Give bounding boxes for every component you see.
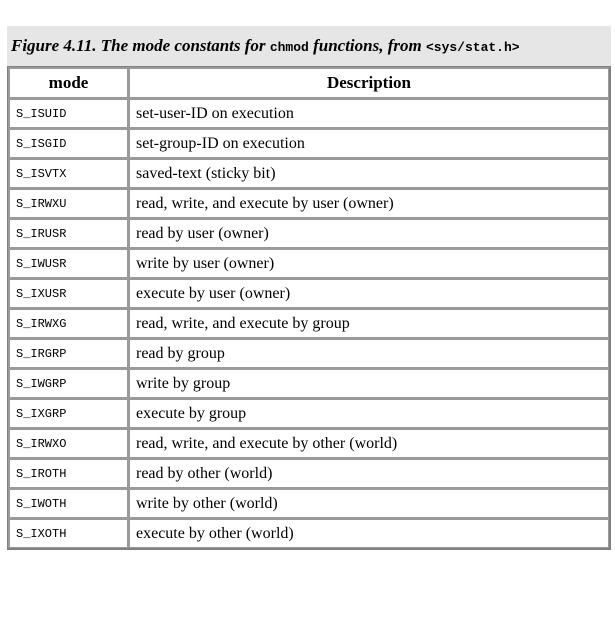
mode-cell: S_ISVTX (8, 158, 128, 188)
description-cell: saved-text (sticky bit) (128, 158, 609, 188)
description-cell: read by user (owner) (128, 218, 609, 248)
description-cell: read, write, and execute by group (128, 308, 609, 338)
table-row (8, 458, 609, 488)
mode-cell: S_IROTH (8, 458, 128, 488)
table-row (8, 488, 609, 518)
table-row (8, 248, 609, 278)
figure-caption (7, 26, 611, 66)
table-row (8, 308, 609, 338)
description-cell: write by user (owner) (128, 248, 609, 278)
description-cell: read by group (128, 338, 609, 368)
mode-cell: S_IRWXU (8, 188, 128, 218)
table-row (8, 188, 609, 218)
table-row (8, 158, 609, 188)
mode-cell: S_IRWXO (8, 428, 128, 458)
table-row (8, 278, 609, 308)
header-mode: mode (8, 67, 128, 98)
table-row (8, 518, 609, 548)
mode-cell: S_IWOTH (8, 488, 128, 518)
description-cell: read by other (world) (128, 458, 609, 488)
table-row (8, 398, 609, 428)
figure (7, 26, 611, 550)
table-row (8, 218, 609, 248)
description-cell: write by group (128, 368, 609, 398)
description-cell: execute by group (128, 398, 609, 428)
description-cell: set-group-ID on execution (128, 128, 609, 158)
mode-cell: S_ISGID (8, 128, 128, 158)
table-row (8, 98, 609, 128)
description-cell: set-user-ID on execution (128, 98, 609, 128)
table-header-row (8, 67, 609, 98)
table-row (8, 338, 609, 368)
description-cell: execute by other (world) (128, 518, 609, 548)
mode-cell: S_IXGRP (8, 398, 128, 428)
mode-cell: S_ISUID (8, 98, 128, 128)
mode-cell: S_IRUSR (8, 218, 128, 248)
mode-cell: S_IXOTH (8, 518, 128, 548)
mode-cell: S_IRWXG (8, 308, 128, 338)
description-cell: read, write, and execute by other (world) (128, 428, 609, 458)
mode-cell: S_IWGRP (8, 368, 128, 398)
mode-cell: S_IRGRP (8, 338, 128, 368)
header-description: Description (128, 67, 609, 98)
description-cell: read, write, and execute by user (owner) (128, 188, 609, 218)
caption-code-header: <sys/stat.h> (425, 40, 520, 55)
mode-cell: S_IWUSR (8, 248, 128, 278)
caption-code-chmod: chmod (269, 40, 309, 55)
table-row (8, 368, 609, 398)
description-cell: execute by user (owner) (128, 278, 609, 308)
description-cell: write by other (world) (128, 488, 609, 518)
mode-cell: S_IXUSR (8, 278, 128, 308)
table-row (8, 128, 609, 158)
mode-constants-table (7, 66, 611, 550)
table-body (8, 98, 609, 548)
table-row (8, 428, 609, 458)
caption-middle: functions, from (308, 36, 426, 55)
caption-prefix: Figure 4.11. The mode constants for (11, 36, 270, 55)
